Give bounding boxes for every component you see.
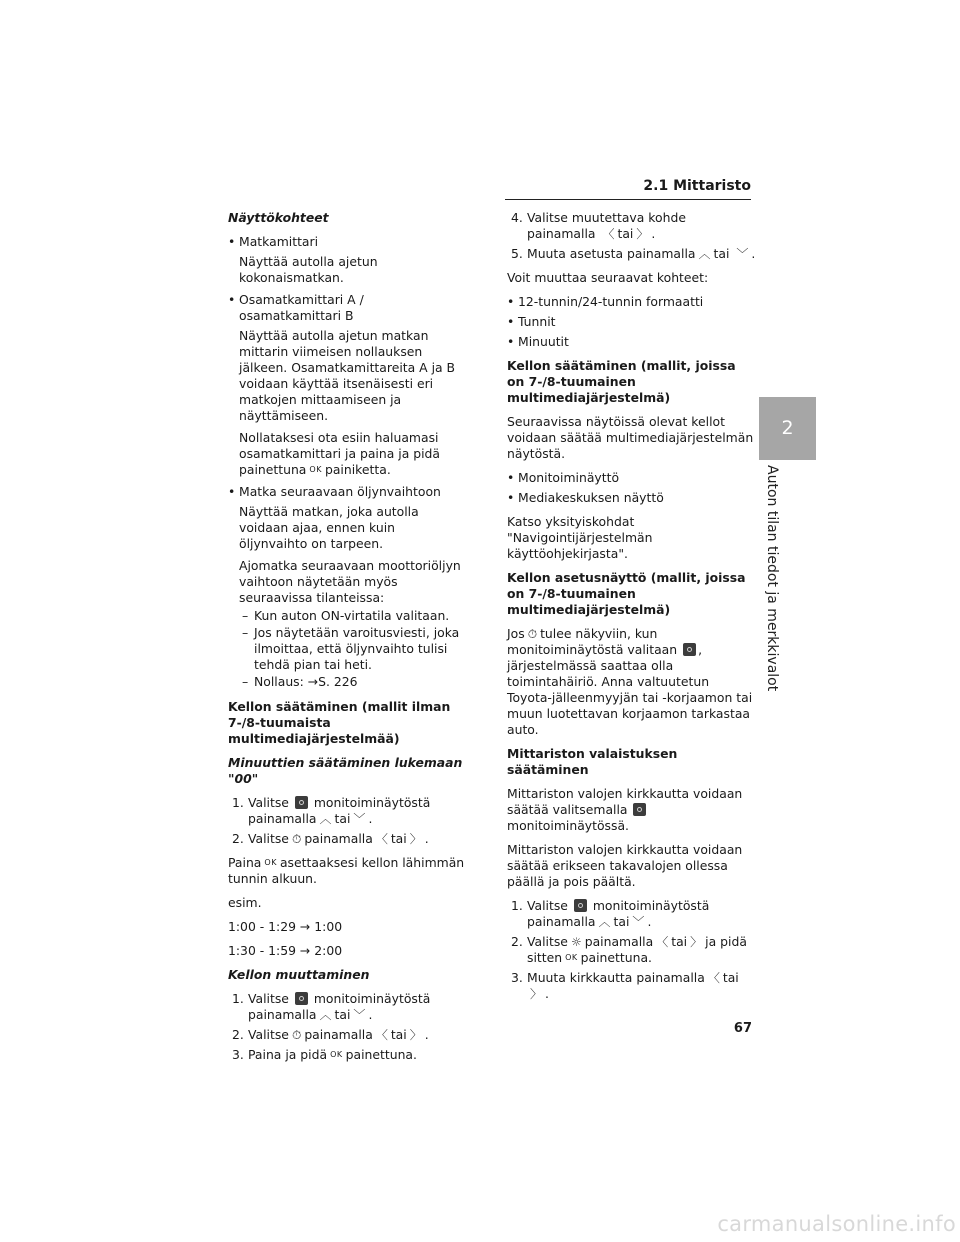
paragraph: Jos ⏱ tulee näkyviin, kun monitoiminäytöstä valitaan , järjestelmässä saattaa olla toimintahäiriö. Anna valtuutetun Toyota-jälleenmyyjän tai -korjaamon tai muun luotettavan korjaamon tarkastaa auto. bbox=[507, 626, 753, 737]
list-item: • Osamatkamittari A / osamatkamittari B bbox=[228, 292, 466, 324]
list-item: • Matka seuraavaan öljynvaihtoon bbox=[228, 484, 466, 500]
list-item-description: Nollataksesi ota esiin haluamasi osamatkamittari ja paina ja pidä painettuna OK painiketta. bbox=[239, 430, 440, 477]
settings-icon bbox=[295, 796, 308, 809]
chevron-down-icon: ﹀ bbox=[736, 247, 749, 261]
heading-minutes-00: Minuuttien säätäminen lukemaan "00" bbox=[228, 755, 463, 786]
step: 1. Valitse monitoiminäytöstä painamalla ︿ tai ﹀ . bbox=[511, 898, 710, 929]
chevron-up-icon: ︿ bbox=[319, 1008, 332, 1022]
heading-change-clock: Kellon muuttaminen bbox=[228, 967, 370, 982]
paragraph: esim. bbox=[228, 895, 262, 910]
clock-icon: ⏱ bbox=[291, 1028, 302, 1042]
watermark: carmanualsonline.info bbox=[717, 1212, 956, 1236]
heading-clock-multimedia: Kellon säätäminen (mallit, joissa on 7-/8-tuumainen multimediajärjestelmä) bbox=[507, 358, 736, 405]
list-item-description: Näyttää matkan, joka autolla voidaan ajaa, ennen kuin öljynvaihto on tarpeen. bbox=[239, 504, 419, 551]
step: 3. Muuta kirkkautta painamalla 〈 tai 〉 . bbox=[511, 970, 739, 1001]
dash-item: – Jos näytetään varoitusviesti, joka ilmoittaa, että öljynvaihto tulisi tehdä pian tai heti. bbox=[242, 625, 466, 673]
page-number: 67 bbox=[733, 1021, 752, 1036]
list-item: • Monitoiminäyttö bbox=[507, 470, 757, 486]
chevron-right-icon: 〉 bbox=[690, 935, 703, 949]
chevron-left-icon: 〈 bbox=[707, 971, 720, 985]
step: 5. Muuta asetusta painamalla ︿ tai ﹀ . bbox=[511, 246, 756, 261]
chevron-down-icon: ﹀ bbox=[353, 812, 366, 826]
list-item-description: Näyttää autolla ajetun kokonaismatkan. bbox=[239, 254, 378, 285]
chapter-tab: 2 bbox=[759, 397, 816, 460]
ok-icon: OK bbox=[264, 858, 277, 867]
header-rule bbox=[505, 199, 751, 200]
heading-illumination: Mittariston valaistuksen säätäminen bbox=[507, 746, 678, 777]
heading-clock-settings-screen: Kellon asetusnäyttö (mallit, joissa on 7-/8-tuumainen multimediajärjestelmä) bbox=[507, 570, 746, 617]
settings-icon bbox=[574, 899, 587, 912]
chevron-left-icon: 〈 bbox=[656, 935, 669, 949]
step: 1. Valitse monitoiminäytöstä painamalla ︿ tai ﹀ . bbox=[232, 795, 431, 826]
chevron-left-icon: 〈 bbox=[375, 832, 388, 846]
clock-icon: ⏱ bbox=[527, 627, 538, 641]
heading-display-items: Näyttökohteet bbox=[228, 210, 329, 225]
paragraph: Mittariston valojen kirkkautta voidaan säätää erikseen takavalojen ollessa päällä ja pois päältä. bbox=[507, 842, 743, 889]
paragraph: Mittariston valojen kirkkautta voidaan säätää valitsemalla monitoiminäytössä. bbox=[507, 786, 743, 833]
chevron-left-icon: 〈 bbox=[375, 1028, 388, 1042]
paragraph: Seuraavissa näytöissä olevat kellot voidaan säätää multimediajärjestelmän näytöstä. bbox=[507, 414, 754, 461]
chevron-right-icon: 〉 bbox=[409, 832, 422, 846]
chevron-down-icon: ﹀ bbox=[353, 1008, 366, 1022]
list-item: • Mediakeskuksen näyttö bbox=[507, 490, 757, 506]
right-column bbox=[507, 210, 757, 1006]
chevron-right-icon: 〉 bbox=[530, 987, 543, 1001]
ok-icon: OK bbox=[330, 1050, 343, 1059]
settings-icon bbox=[683, 643, 696, 656]
list-item: • 12-tunnin/24-tunnin formaatti bbox=[507, 294, 757, 310]
brightness-icon: ☼ bbox=[570, 935, 582, 949]
settings-icon bbox=[295, 992, 308, 1005]
ok-icon: OK bbox=[565, 953, 578, 962]
dash-item: – Nollaus: →S. 226 bbox=[242, 674, 466, 690]
settings-icon bbox=[633, 803, 646, 816]
chevron-right-icon: 〉 bbox=[636, 227, 649, 241]
section-header: 2.1 Mittaristo bbox=[643, 178, 751, 194]
chevron-up-icon: ︿ bbox=[319, 812, 332, 826]
paragraph: Katso yksityiskohdat "Navigointijärjestelmän käyttöohjekirjasta". bbox=[507, 514, 653, 561]
list-item: • Matkamittari bbox=[228, 234, 466, 250]
chevron-left-icon: 〈 bbox=[602, 227, 615, 241]
chapter-title: Auton tilan tiedot ja merkkivalot bbox=[764, 465, 780, 692]
chevron-right-icon: 〉 bbox=[409, 1028, 422, 1042]
step: 2. Valitse ☼ painamalla 〈 tai 〉 ja pidä sitten OK painettuna. bbox=[511, 934, 747, 965]
example-line: 1:00 - 1:29 → 1:00 bbox=[228, 919, 343, 934]
left-column bbox=[228, 210, 466, 1067]
example-line: 1:30 - 1:59 → 2:00 bbox=[228, 943, 343, 958]
chevron-down-icon: ﹀ bbox=[632, 915, 645, 929]
list-item: • Tunnit bbox=[507, 314, 757, 330]
list-item-description: Ajomatka seuraavaan moottoriöljyn vaihtoon näytetään myös seuraavissa tilanteissa: bbox=[239, 558, 461, 605]
list-item: • Minuutit bbox=[507, 334, 757, 350]
dash-item: – Kun auton ON-virtatila valitaan. bbox=[242, 608, 466, 624]
step: 2. Valitse ⏱ painamalla 〈 tai 〉 . bbox=[232, 1027, 429, 1042]
chevron-up-icon: ︿ bbox=[598, 915, 611, 929]
step: 4. Valitse muutettava kohde painamalla 〈 tai 〉 . bbox=[511, 210, 686, 241]
step: 2. Valitse ⏱ painamalla 〈 tai 〉 . bbox=[232, 831, 429, 846]
chevron-up-icon: ︿ bbox=[698, 247, 711, 261]
ok-icon: OK bbox=[309, 465, 322, 474]
step: 3. Paina ja pidä OK painettuna. bbox=[232, 1047, 417, 1062]
paragraph: Voit muuttaa seuraavat kohteet: bbox=[507, 270, 709, 285]
heading-clock-no-multimedia: Kellon säätäminen (mallit ilman 7-/8-tuumaista multimediajärjestelmää) bbox=[228, 699, 451, 746]
paragraph: Paina OK asettaaksesi kellon lähimmän tunnin alkuun. bbox=[228, 855, 465, 886]
list-item-description: Näyttää autolla ajetun matkan mittarin viimeisen nollauksen jälkeen. Osamatkamittareita A ja B voidaan käyttää itsenäisesti eri matkojen mittaamiseen ja näyttämiseen. bbox=[239, 328, 456, 423]
step: 1. Valitse monitoiminäytöstä painamalla ︿ tai ﹀ . bbox=[232, 991, 431, 1022]
clock-icon: ⏱ bbox=[291, 832, 302, 846]
